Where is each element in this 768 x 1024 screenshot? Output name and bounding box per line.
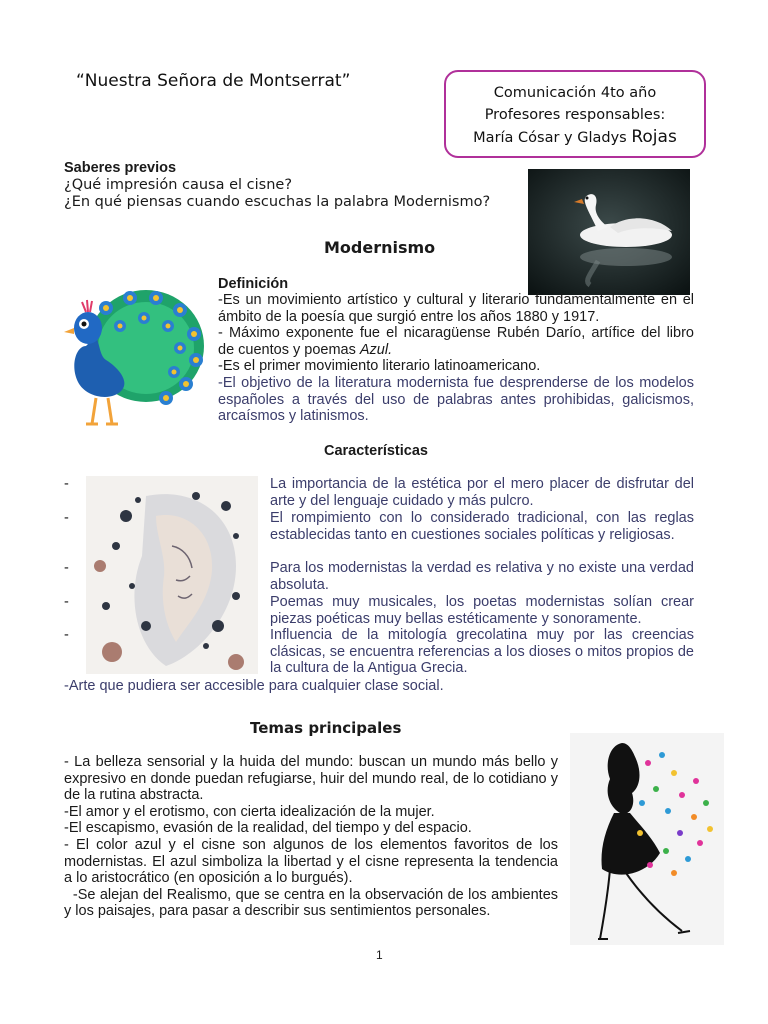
themes-p1: - La belleza sensorial y la huida del mundo: buscan un mundo más bello y expresivo en donde puedan refugiarse, huir del mundo real, de lo cotidiano y de la rutina abstracta. [64, 754, 558, 804]
butterfly-woman-illustration [570, 733, 724, 945]
peacock-illustration [56, 286, 204, 434]
themes-p4: - El color azul y el cisne son algunos de los elementos favoritos de los modernistas. El azul simboliza la libertad y el cisne representa la tendencia a lo aristocrático (en oposición a lo burgués). [64, 836, 558, 887]
themes-p2: -El amor y el erotismo, con cierta idealización de la mujer. [64, 803, 435, 820]
woman-watercolor [86, 476, 258, 674]
prev-question-1: ¿Qué impresión causa el cisne? [64, 177, 293, 193]
definition-p2-azul: Azul. [359, 341, 393, 358]
prev-question-2: ¿En qué piensas cuando escuchas la palabra Modernismo? [64, 194, 491, 210]
course-info-box [444, 70, 706, 158]
definition-p2 [218, 325, 727, 358]
characteristics-item-2: El rompimiento con lo considerado tradicional, con las reglas establecidas tanto en cuestiones sociales políticas y religiosas. [270, 510, 694, 543]
page-number: 1 [376, 948, 383, 962]
characteristics-title: Características [324, 443, 428, 459]
modernismo-title: Modernismo [324, 238, 436, 257]
characteristics-dash-3: - [64, 560, 69, 576]
prev-knowledge-title: Saberes previos [64, 160, 177, 176]
course-title: Comunicación 4to año [493, 85, 657, 101]
definition-p2-text: - Máximo exponente fue el nicaragüense Rubén Darío, artífice del libro de cuentos y poemas [218, 325, 727, 358]
teachers-last: Rojas [631, 127, 677, 147]
themes-title: Temas principales [250, 719, 402, 737]
characteristics-dash-4: - [64, 594, 69, 610]
characteristics-item-4: Poemas muy musicales, los poetas modernistas solían crear piezas poéticas muy bellas estéticamente y sonoramente. [270, 594, 694, 627]
characteristics-last: -Arte que pudiera ser accesible para cualquier clase social. [64, 678, 444, 694]
definition-p3: -Es el primer movimiento literario latinoamericano. [218, 358, 541, 375]
characteristics-dash-1: - [64, 476, 69, 492]
definition-title: Definición [218, 276, 289, 292]
teachers-first: María Cósar y Gladys [473, 130, 632, 146]
definition-p1: -Es un movimiento artístico y cultural y literario fundamentalmente en el ámbito de la poesía que surgió entre los años 1880 y 1917. [218, 292, 694, 325]
definition-p4: -El objetivo de la literatura modernista fue desprenderse de los modelos españoles a través del uso de palabras antes prohibidas, galicismos, arcaísmos y latinismos. [218, 374, 694, 425]
characteristics-item-5: Influencia de la mitología grecolatina muy por las creencias clásicas, se encuentra referencias a los dioses o mitos propios de la cultura de la Antigua Grecia. [270, 627, 694, 677]
characteristics-dash-5: - [64, 627, 69, 643]
characteristics-dash-2: - [64, 510, 69, 526]
teachers-names [446, 126, 704, 149]
definition-text [218, 292, 727, 425]
themes-text [64, 754, 563, 920]
swan-photo [528, 169, 690, 295]
themes-p5: -Se alejan del Realismo, que se centra en la observación de los ambientes y los paisajes, para pasar a describir sus sentimientos personales. [64, 886, 563, 920]
teachers-label: Profesores responsables: [484, 107, 666, 123]
characteristics-item-3: Para los modernistas la verdad es relativa y no existe una verdad absoluta. [270, 560, 694, 593]
school-name: “Nuestra Señora de Montserrat” [76, 71, 351, 91]
themes-p3: -El escapismo, evasión de la realidad, del tiempo y del espacio. [64, 820, 472, 837]
characteristics-item-1: La importancia de la estética por el mero placer de disfrutar del arte y del lenguaje cuidado y más pulcro. [270, 476, 694, 509]
